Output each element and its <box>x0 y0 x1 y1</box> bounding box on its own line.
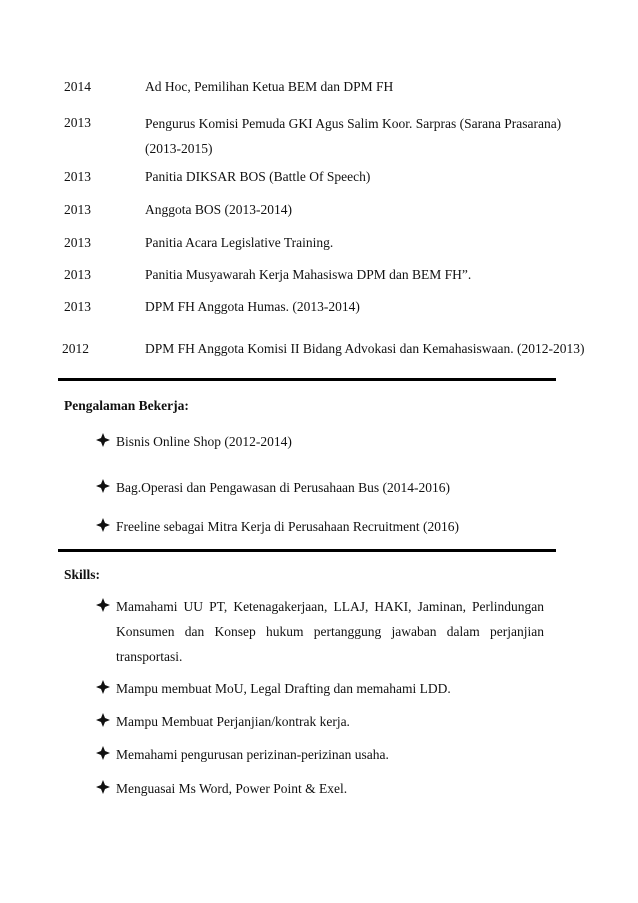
org-desc: Panitia Musyawarah Kerja Mahasiswa DPM dan BEM FH”. <box>145 267 472 282</box>
diamond-bullet-icon <box>96 780 110 794</box>
diamond-bullet-icon <box>96 479 110 493</box>
org-year: 2013 <box>64 267 91 282</box>
work-item-text: Bisnis Online Shop (2012-2014) <box>116 434 292 449</box>
org-desc: Panitia DIKSAR BOS (Battle Of Speech) <box>145 169 371 184</box>
org-desc: DPM FH Anggota Humas. (2013-2014) <box>145 299 360 314</box>
org-year: 2013 <box>64 202 91 217</box>
diamond-bullet-icon <box>96 598 110 612</box>
org-desc: Panitia Acara Legislative Training. <box>145 235 334 250</box>
section-divider <box>58 378 556 381</box>
org-year: 2013 <box>64 169 91 184</box>
skill-item-line: Mamahami UU PT, Ketenagakerjaan, LLAJ, HAKI, Jaminan, Perlindungan <box>116 599 544 614</box>
org-year: 2013 <box>64 115 91 130</box>
org-year: 2014 <box>64 79 91 94</box>
diamond-bullet-icon <box>96 680 110 694</box>
skill-item-line: Konsumen dan Konsep hukum pertanggung jawaban dalam perjanjian <box>116 624 544 639</box>
skill-item-line: transportasi. <box>116 649 183 664</box>
org-year: 2013 <box>64 235 91 250</box>
skill-item-text: Mampu Membuat Perjanjian/kontrak kerja. <box>116 714 350 729</box>
org-desc: Ad Hoc, Pemilihan Ketua BEM dan DPM FH <box>145 79 394 94</box>
section-divider <box>58 549 556 552</box>
diamond-bullet-icon <box>96 518 110 532</box>
org-desc: Pengurus Komisi Pemuda GKI Agus Salim Koor. Sarpras (Sarana Prasarana) (2013-2015) <box>145 116 562 156</box>
org-desc: Anggota BOS (2013-2014) <box>145 202 292 217</box>
skill-item-text: Mampu membuat MoU, Legal Drafting dan memahami LDD. <box>116 681 451 696</box>
org-year: 2012 <box>62 341 89 356</box>
work-section-title: Pengalaman Bekerja: <box>64 398 189 413</box>
skill-item-text <box>116 594 544 669</box>
work-item-text: Bag.Operasi dan Pengawasan di Perusahaan Bus (2014-2016) <box>116 480 451 495</box>
skills-section-title: Skills: <box>64 567 101 582</box>
diamond-bullet-icon <box>96 746 110 760</box>
skill-item-text: Menguasai Ms Word, Power Point & Exel. <box>116 781 348 796</box>
skill-item-text: Memahami pengurusan perizinan-perizinan usaha. <box>116 747 389 762</box>
org-desc: DPM FH Anggota Komisi II Bidang Advokasi dan Kemahasiswaan. (2012-2013) <box>145 341 585 356</box>
work-item-text: Freeline sebagai Mitra Kerja di Perusahaan Recruitment (2016) <box>116 519 460 534</box>
diamond-bullet-icon <box>96 713 110 727</box>
org-year: 2013 <box>64 299 91 314</box>
diamond-bullet-icon <box>96 433 110 447</box>
